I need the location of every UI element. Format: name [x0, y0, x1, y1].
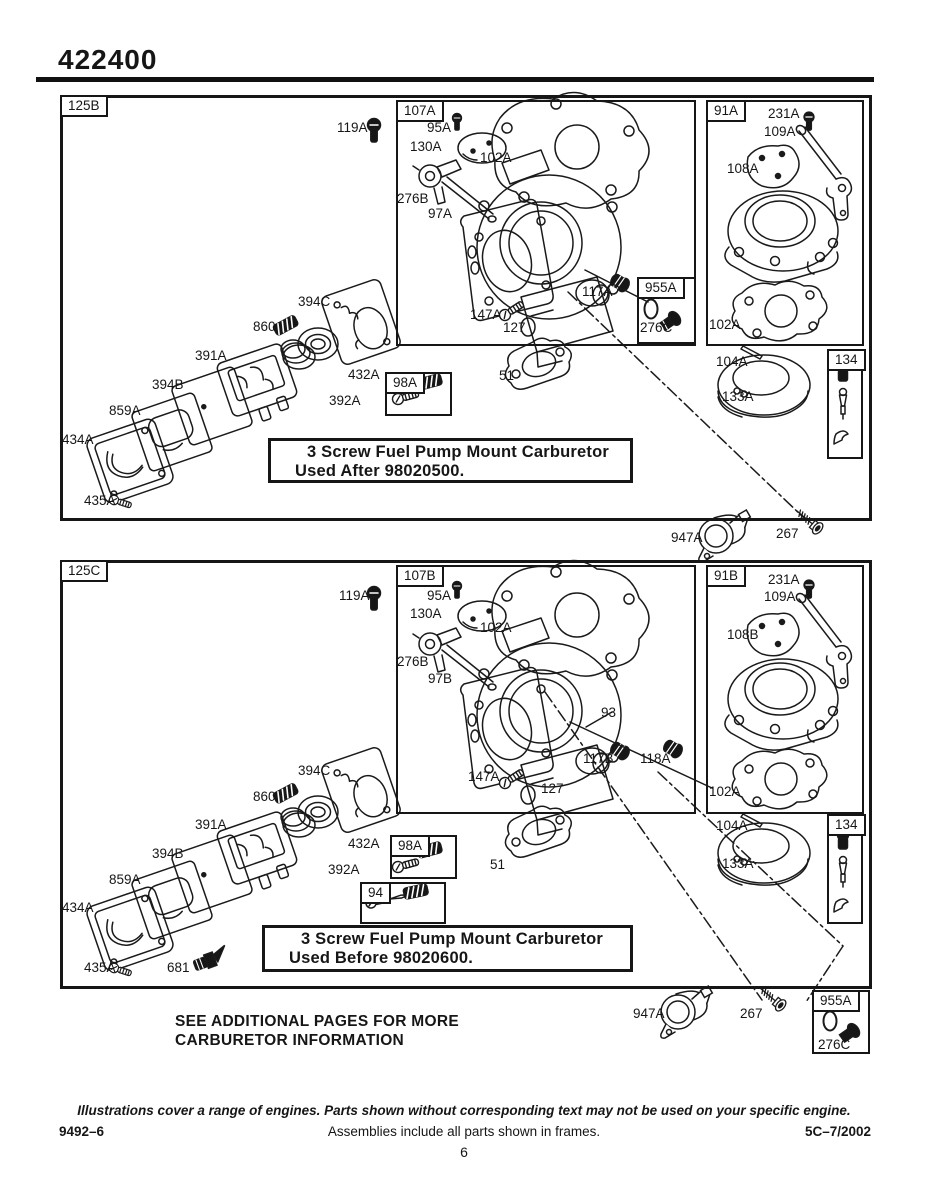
part-label-97A: 97A [428, 206, 453, 221]
part-label-394B: 394B [152, 846, 184, 861]
frame-tab-107B: 107B [396, 565, 444, 587]
part-label-434A: 434A [62, 432, 94, 447]
part-label-267: 267 [740, 1006, 763, 1021]
part-label-117A: 117A [582, 284, 613, 299]
frame-tab-98A: 98A [390, 835, 430, 857]
part-label-102A: 102A [709, 784, 741, 799]
part-label-108A: 108A [727, 161, 759, 176]
see-additional-line2: CARBURETOR INFORMATION [175, 1032, 405, 1049]
see-additional-note [175, 1012, 459, 1050]
frame-tab-91B: 91B [706, 565, 746, 587]
part-label-147A: 147A [468, 769, 500, 784]
part-group-frame-134 [827, 814, 863, 924]
part-label-267: 267 [776, 526, 799, 541]
part-label-231A: 231A [768, 106, 800, 121]
part-group-frame-98A [385, 372, 452, 416]
part-label-435A: 435A [84, 960, 116, 975]
part-label-860: 860 [253, 319, 276, 334]
note-box-125B [268, 438, 633, 483]
note-line2: Used After 98020500. [295, 462, 465, 480]
part-label-947A: 947A [671, 530, 703, 545]
page-title-model-number: 422400 [58, 44, 158, 75]
frame-tab-955A: 955A [812, 990, 860, 1012]
part-label-947A: 947A [633, 1006, 665, 1021]
part-label-391A: 391A [195, 817, 227, 832]
part-label-130A: 130A [410, 606, 442, 621]
part-label-119A: 119A [339, 588, 370, 603]
part-label-859A: 859A [109, 403, 141, 418]
frame-tab-107A: 107A [396, 100, 444, 122]
part-label-432A: 432A [348, 836, 380, 851]
part-label-860: 860 [253, 789, 276, 804]
see-additional-line1: SEE ADDITIONAL PAGES FOR MORE [175, 1013, 459, 1030]
part-label-859A: 859A [109, 872, 141, 887]
part-label-435A: 435A [84, 493, 116, 508]
title-rule [36, 77, 874, 82]
part-label-147A: 147A [470, 307, 502, 322]
note-box-125C [262, 925, 633, 972]
part-label-118A: 118A [640, 751, 671, 766]
part-label-681: 681 [167, 960, 190, 975]
part-label-276C: 276C [640, 320, 673, 335]
part-group-frame-94 [360, 882, 446, 924]
frame-tab-91A: 91A [706, 100, 746, 122]
part-label-102A: 102A [480, 150, 512, 165]
part-label-394C: 394C [298, 294, 331, 309]
solenoid-947A-icon [661, 986, 712, 1038]
part-label-276B: 276B [397, 654, 429, 669]
part-label-434A: 434A [62, 900, 94, 915]
part-group-frame-134 [827, 349, 863, 459]
part-label-276C: 276C [818, 1037, 851, 1052]
part-label-392A: 392A [329, 393, 361, 408]
part-label-130A: 130A [410, 139, 442, 154]
frame-tab-134: 134 [827, 814, 866, 836]
frame-tab-94: 94 [360, 882, 391, 904]
part-label-108B: 108B [727, 627, 759, 642]
frame-tab-955A: 955A [637, 277, 685, 299]
part-label-119A: 119A [337, 120, 368, 135]
part-label-97B: 97B [428, 671, 453, 686]
part-label-51: 51 [490, 857, 506, 872]
part-label-51: 51 [499, 368, 515, 383]
part-label-95A: 95A [427, 588, 452, 603]
part-label-117B: 117B [583, 751, 614, 766]
part-label-231A: 231A [768, 572, 800, 587]
part-label-109A: 109A [764, 124, 796, 139]
note-line1: 3 Screw Fuel Pump Mount Carburetor [307, 443, 610, 461]
part-label-394B: 394B [152, 377, 184, 392]
part-label-133A: 133A [722, 389, 754, 404]
frame-tab-125C: 125C [60, 560, 108, 582]
part-label-394C: 394C [298, 763, 331, 778]
part-label-102A: 102A [709, 317, 741, 332]
part-label-432A: 432A [348, 367, 380, 382]
part-group-frame-98A [390, 835, 457, 879]
part-label-127: 127 [541, 781, 564, 796]
frame-tab-125B: 125B [60, 95, 108, 117]
part-label-95A: 95A [427, 120, 452, 135]
part-label-102A: 102A [480, 620, 512, 635]
part-label-104A: 104A [716, 818, 748, 833]
footer-revision: 5C–7/2002 [804, 1124, 871, 1139]
frame-tab-98A: 98A [385, 372, 425, 394]
note-line2: Used Before 98020600. [289, 949, 473, 967]
part-label-392A: 392A [328, 862, 360, 877]
part-label-127: 127 [503, 320, 526, 335]
footer-assemblies-note: Assemblies include all parts shown in frames. [327, 1124, 601, 1139]
note-line1: 3 Screw Fuel Pump Mount Carburetor [301, 930, 604, 948]
page-number: 6 [460, 1144, 468, 1160]
part-label-276B: 276B [397, 191, 429, 206]
part-label-93: 93 [601, 705, 617, 720]
footer-disclaimer: Illustrations cover a range of engines. Parts shown without corresponding text may not be used on your specific engine. [77, 1103, 851, 1118]
part-label-109A: 109A [764, 589, 796, 604]
frame-tab-134: 134 [827, 349, 866, 371]
part-label-133A: 133A [722, 856, 754, 871]
footer-doc-number: 9492–6 [59, 1124, 105, 1139]
part-label-391A: 391A [195, 348, 227, 363]
part-label-104A: 104A [716, 354, 748, 369]
